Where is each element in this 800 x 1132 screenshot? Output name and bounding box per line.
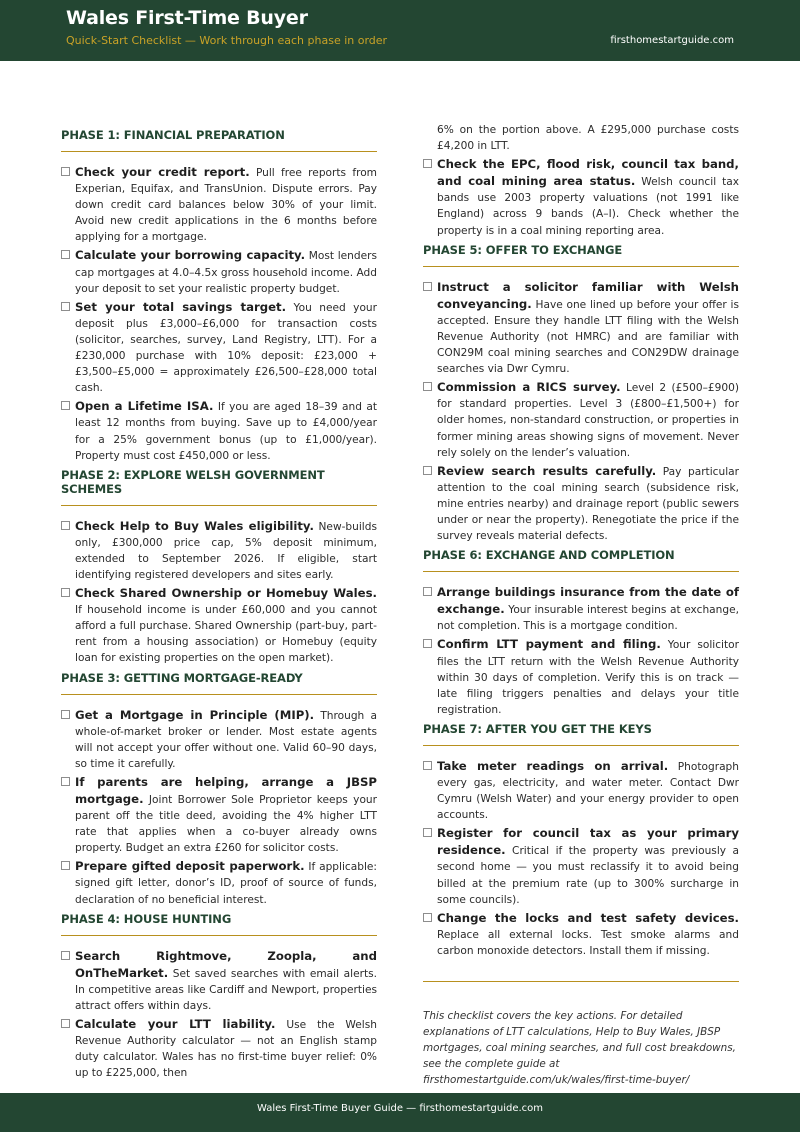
checkbox[interactable] [61,521,70,530]
checkbox[interactable] [61,710,70,719]
item-lead: Confirm LTT payment and filing. [437,637,661,652]
page-subtitle: Quick-Start Checklist — Work through each phase in order [66,34,388,47]
item-lead: Check Shared Ownership or Homebuy Wales. [75,586,377,601]
item-lead: Prepare gifted deposit paperwork. [75,859,305,874]
checklist-item [423,584,739,634]
item-lead: Register for council tax as your primary residence. [437,826,739,858]
footer-text: Wales First-Time Buyer Guide — firsthomestartguide.com [256,1103,544,1114]
item-lead: Set your total savings target. [75,299,287,314]
divider [423,981,739,982]
item-body: You need your deposit plus £3,000–£6,000 for transaction costs (solicitor, searches, survey, Land Registry, LTT). For a £230,000 purchase with 10% deposit: £23,000 + £3,500–£5,000 = approximately £26,500–£28,000 total cash. [75,301,377,395]
checkbox[interactable] [61,588,70,597]
item-lead: Change the locks and test safety devices. [437,910,739,925]
item-body: Use the Welsh Revenue Authority calculator — not an English stamp duty calculator. Wales has no first-time buyer relief: 0% up to £225,000, then [75,1019,377,1080]
checklist-item [423,156,739,238]
checkbox[interactable] [423,159,432,168]
checkbox[interactable] [61,1019,70,1028]
checklist-item [61,774,377,856]
item-body: Photograph every gas, electricity, and water meter. Contact Dwr Cymru (Welsh Water) and your energy provider to open accounts. [437,760,739,822]
checklist-item [423,910,739,959]
checkbox[interactable] [423,913,432,922]
phase-4-heading: PHASE 4: HOUSE HUNTING [61,912,377,936]
checklist-item [61,164,377,245]
checkbox[interactable] [423,466,432,475]
item-lead: Take meter readings on arrival. [437,758,669,773]
checkbox[interactable] [423,761,432,770]
phase-5-heading: PHASE 5: OFFER TO EXCHANGE [423,243,739,267]
item-lead: Open a Lifetime ISA. [75,399,214,414]
phase-6-heading: PHASE 6: EXCHANGE AND COMPLETION [423,548,739,572]
item-lead: Get a Mortgage in Principle (MIP). [75,707,315,722]
checklist-item [61,518,377,583]
checklist-item [61,1016,377,1081]
item-body: Welsh council tax bands use 2003 property valuations (not 1991 like England) across 9 bands (A–I). Check whether the property is in a coal mining reporting area. [437,176,739,237]
checklist-item [61,398,377,463]
page-title: Wales First-Time Buyer [66,7,308,29]
checkbox[interactable] [423,282,432,291]
item-body: Joint Borrower Sole Proprietor keeps your parent off the title deed, avoiding the 4% higher LTT rate that applies when a co-buyer already owns property. Budget an extra £260 for solicitor costs. [75,794,377,855]
item-body: If applicable: signed gift letter, donor’s ID, proof of source of funds, declaration of no beneficial interest. [75,861,377,906]
item-body: Have one lined up before your offer is accepted. Ensure they handle LTT filing with the Welsh Revenue Authority (not HMRC) and are familiar with CON29M coal mining searches and CON29DW drainage searches via Dwr Cymru. [437,298,740,376]
checklist-item [423,825,739,907]
checkbox[interactable] [423,382,432,391]
checklist-item [61,299,377,397]
checklist-item [423,379,739,460]
item-body: New-builds only, £300,000 price cap, 5% deposit minimum, extended to September 2026. If eligible, start identifying registered developers and sites early. [75,520,377,581]
checklist-item [61,247,377,296]
checkbox[interactable] [61,302,70,311]
item-body: Your solicitor files the LTT return with the Welsh Revenue Authority within 30 days of completion. Verify this is on track — late filing triggers penalties and delays your title registration. [437,639,739,716]
item-body: Through a whole-of-market broker or lender. Most estate agents will not accept your offer without one. Valid 60–90 days, so time it carefully. [75,709,377,770]
checklist-item [61,707,377,772]
item-body: Pull free reports from Experian, Equifax, and TransUnion. Dispute errors. Pay down credit card balances below 30% of your limit. Avoid new credit applications in the 6 months before applying for a mortgage. [75,167,377,244]
item-body: Set saved searches with email alerts. In competitive areas like Cardiff and Newport, properties attract offers within days. [75,967,377,1012]
checkbox[interactable] [61,951,70,960]
checklist-item [423,279,739,378]
item-body: Critical if the property was previously a second home — you must reclassify it to avoid being billed at the premium rate (up to 300% surcharge in some councils). [437,845,739,906]
checkbox[interactable] [61,401,70,410]
checklist-item [423,758,739,823]
checkbox[interactable] [423,587,432,596]
item-lead: Arrange buildings insurance from the date of exchange. [437,585,739,617]
item-body: If household income is under £60,000 and you cannot afford a full purchase. Shared Ownership (part-buy, part-rent from a housing association) or Homebuy (equity loan for existing properties on the open market). [75,604,377,665]
item-body: Pay particular attention to the coal mining search (subsidence risk, mine entries nearby) and drainage report (public sewers under or near the property). Renegotiate the price if the survey reveals material defects. [437,465,739,543]
item-lead: If parents are helping, arrange a JBSP mortgage. [75,774,377,806]
item-body: If you are aged 18–39 and at least 12 months from buying. Save up to £4,000/year for a 25% government bonus (up to £1,000/year). Property must cost £450,000 or less. [75,401,378,462]
item-body: Your insurable interest begins at exchange, not completion. This is a mortgage condition. [437,604,739,633]
phase-1-heading: PHASE 1: FINANCIAL PREPARATION [61,128,377,152]
checkbox[interactable] [61,250,70,259]
item-body: Replace all external locks. Test smoke alarms and carbon monoxide detectors. Install them if missing. [437,928,739,957]
page-footer [0,1093,800,1132]
item-lead: Review search results carefully. [437,463,657,478]
item-lead: Search Rightmove, Zoopla, and OnTheMarket. [75,948,377,980]
item-body: Most lenders cap mortgages at 4.0–4.5x gross household income. Add your deposit to set your realistic property budget. [75,250,377,295]
phase-2-heading: PHASE 2: EXPLORE WELSH GOVERNMENT SCHEMES [61,468,377,506]
checklist-item [61,585,377,666]
item-lead: Calculate your LTT liability. [75,1017,276,1032]
checkbox[interactable] [61,861,70,870]
item-lead: Calculate your borrowing capacity. [75,248,306,263]
closing-note: This checklist covers the key actions. For detailed explanations of LTT calculations, Help to Buy Wales, JBSP mortgages, coal mining searches, and full cost breakdowns, see the complete guide at firsthomestartguide.com/uk/wales/first-time-buyer/ [423,1010,736,1087]
checkbox[interactable] [423,639,432,648]
checkbox[interactable] [61,777,70,786]
header-site-link[interactable]: firsthomestartguide.com [610,35,734,46]
checklist-item [423,636,739,717]
checklist-item [61,948,377,1014]
checkbox[interactable] [61,167,70,176]
item-body: Level 2 (£500–£900) for standard properties. Level 3 (£800–£1,500+) for older homes, non-standard construction, or properties in former mining areas showing signs of movement. Never rely solely on the lender’s valuation. [437,382,739,459]
phase-7-heading: PHASE 7: AFTER YOU GET THE KEYS [423,722,739,746]
checklist-item [61,858,377,907]
item-lead: Check the EPC, flood risk, council tax band, and coal mining area status. [437,157,739,189]
item-lead: Commission a RICS survey. [437,380,621,395]
checkbox[interactable] [423,828,432,837]
right-column [423,122,739,1088]
item-continuation: 6% on the portion above. A £295,000 purchase costs £4,200 in LTT. [437,124,739,153]
item-lead: Check Help to Buy Wales eligibility. [75,518,314,533]
phase-3-heading: PHASE 3: GETTING MORTGAGE-READY [61,671,377,695]
item-lead: Check your credit report. [75,165,250,179]
checklist-item [423,463,739,544]
item-lead: Instruct a solicitor familiar with Welsh conveyancing. [437,279,739,311]
left-column [61,122,377,1083]
page-header [0,0,800,61]
